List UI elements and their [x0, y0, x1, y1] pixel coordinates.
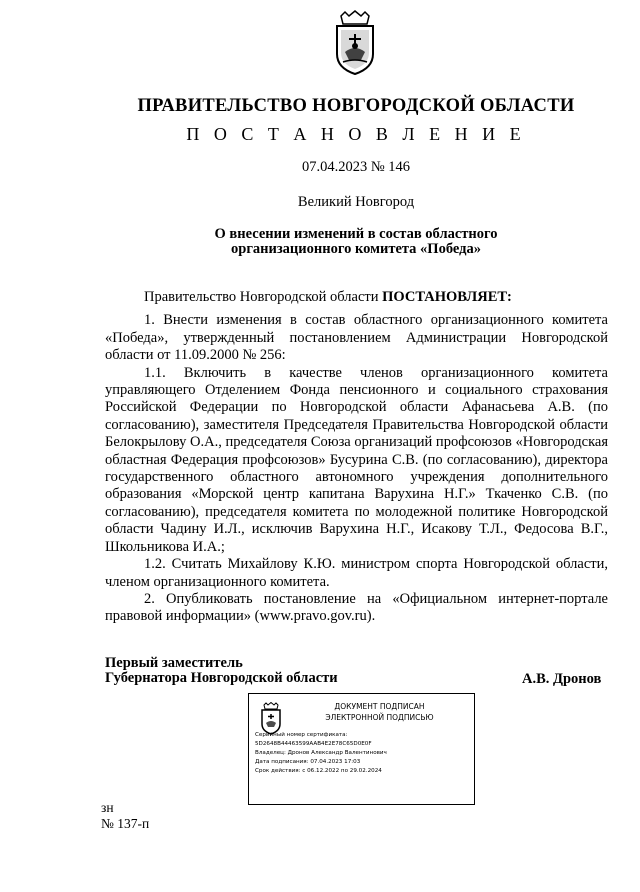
intro-text: Правительство Новгородской области	[144, 289, 383, 305]
stamp-validity: Срок действия: с 06.12.2022 по 29.02.2024	[255, 768, 382, 774]
document-footer	[101, 800, 149, 832]
stamp-serial: 5D2648B44463599AAB4E2E78C65D0E0F	[255, 741, 372, 747]
document-type: П О С Т А Н О В Л Е Н И Е	[186, 124, 526, 144]
paragraph-1-2: 1.2. Считать Михайлову К.Ю. министром спорта Новгородской области, членом организационного комитета.	[105, 556, 608, 590]
role-line-2: Губернатора Новгородской области	[105, 670, 338, 686]
stamp-details	[255, 731, 471, 776]
paragraph-1-1: 1.1. Включить в качестве членов организационного комитета управляющего Отделением Фонда пенсионного и социального страхования Российской Федерации по Новгородской области Афанасьева А.В. (по согласованию), заместителя Председателя Правительства Новгородской области Белокрылову О.А., председателя Союза организаций профсоюзов «Новгородская областная Федерация профсоюзов» Бусурина С.В. (по согласованию), директора государственного областного автономного учреждения дополнительного образования «Морской центр капитана Варухина Н.Г.» Ткаченко С.В. (по согласованию), председателя комитета по молодежной политике Новгородской области Чадину И.Л., исключив Варухина Н.Г., Исакову Т.Л., Федосова В.Г., Школьникова И.А.;	[105, 364, 608, 555]
document-title	[0, 227, 640, 257]
footer-number: № 137-п	[101, 816, 150, 831]
title-line-1: О внесении изменений в состав областного	[214, 226, 498, 242]
footer-initials: зн	[101, 800, 114, 815]
document-body	[105, 289, 608, 626]
date-number: 07.04.2023 № 146	[301, 159, 411, 175]
stamp-cert-label: Серийный номер сертификата:	[255, 732, 348, 738]
intro-bold: ПОСТАНОВЛЯЕТ:	[382, 289, 512, 305]
government-name: ПРАВИТЕЛЬСТВО НОВГОРОДСКОЙ ОБЛАСТИ	[137, 96, 575, 116]
intro-paragraph	[105, 289, 608, 306]
electronic-signature-stamp	[248, 693, 475, 805]
stamp-title-line-2: ЭЛЕКТРОННОЙ ПОДПИСЬЮ	[325, 713, 434, 722]
paragraph-1: 1. Внести изменения в состав областного организационного комитета «Победа», утвержденный постановлением Администрации Новгородской области от 11.09.2000 № 256:	[105, 312, 608, 364]
stamp-signed-date: Дата подписания: 07.04.2023 17:03	[255, 759, 361, 765]
role-line-1: Первый заместитель	[105, 655, 243, 671]
stamp-owner: Владелец: Дронов Александр Валентинович	[255, 750, 387, 756]
title-line-2: организационного комитета «Победа»	[231, 241, 481, 257]
coat-of-arms-icon	[331, 10, 379, 76]
signatory-role	[105, 656, 338, 686]
stamp-title-line-1: ДОКУМЕНТ ПОДПИСАН	[334, 702, 425, 711]
signatory-name: А.В. Дронов	[522, 671, 602, 687]
paragraph-2: 2. Опубликовать постановление на «Официальном интернет-портале правовой информации» (www.pravo.gov.ru).	[105, 590, 608, 625]
stamp-title	[287, 701, 472, 723]
city: Великий Новгород	[297, 194, 415, 210]
